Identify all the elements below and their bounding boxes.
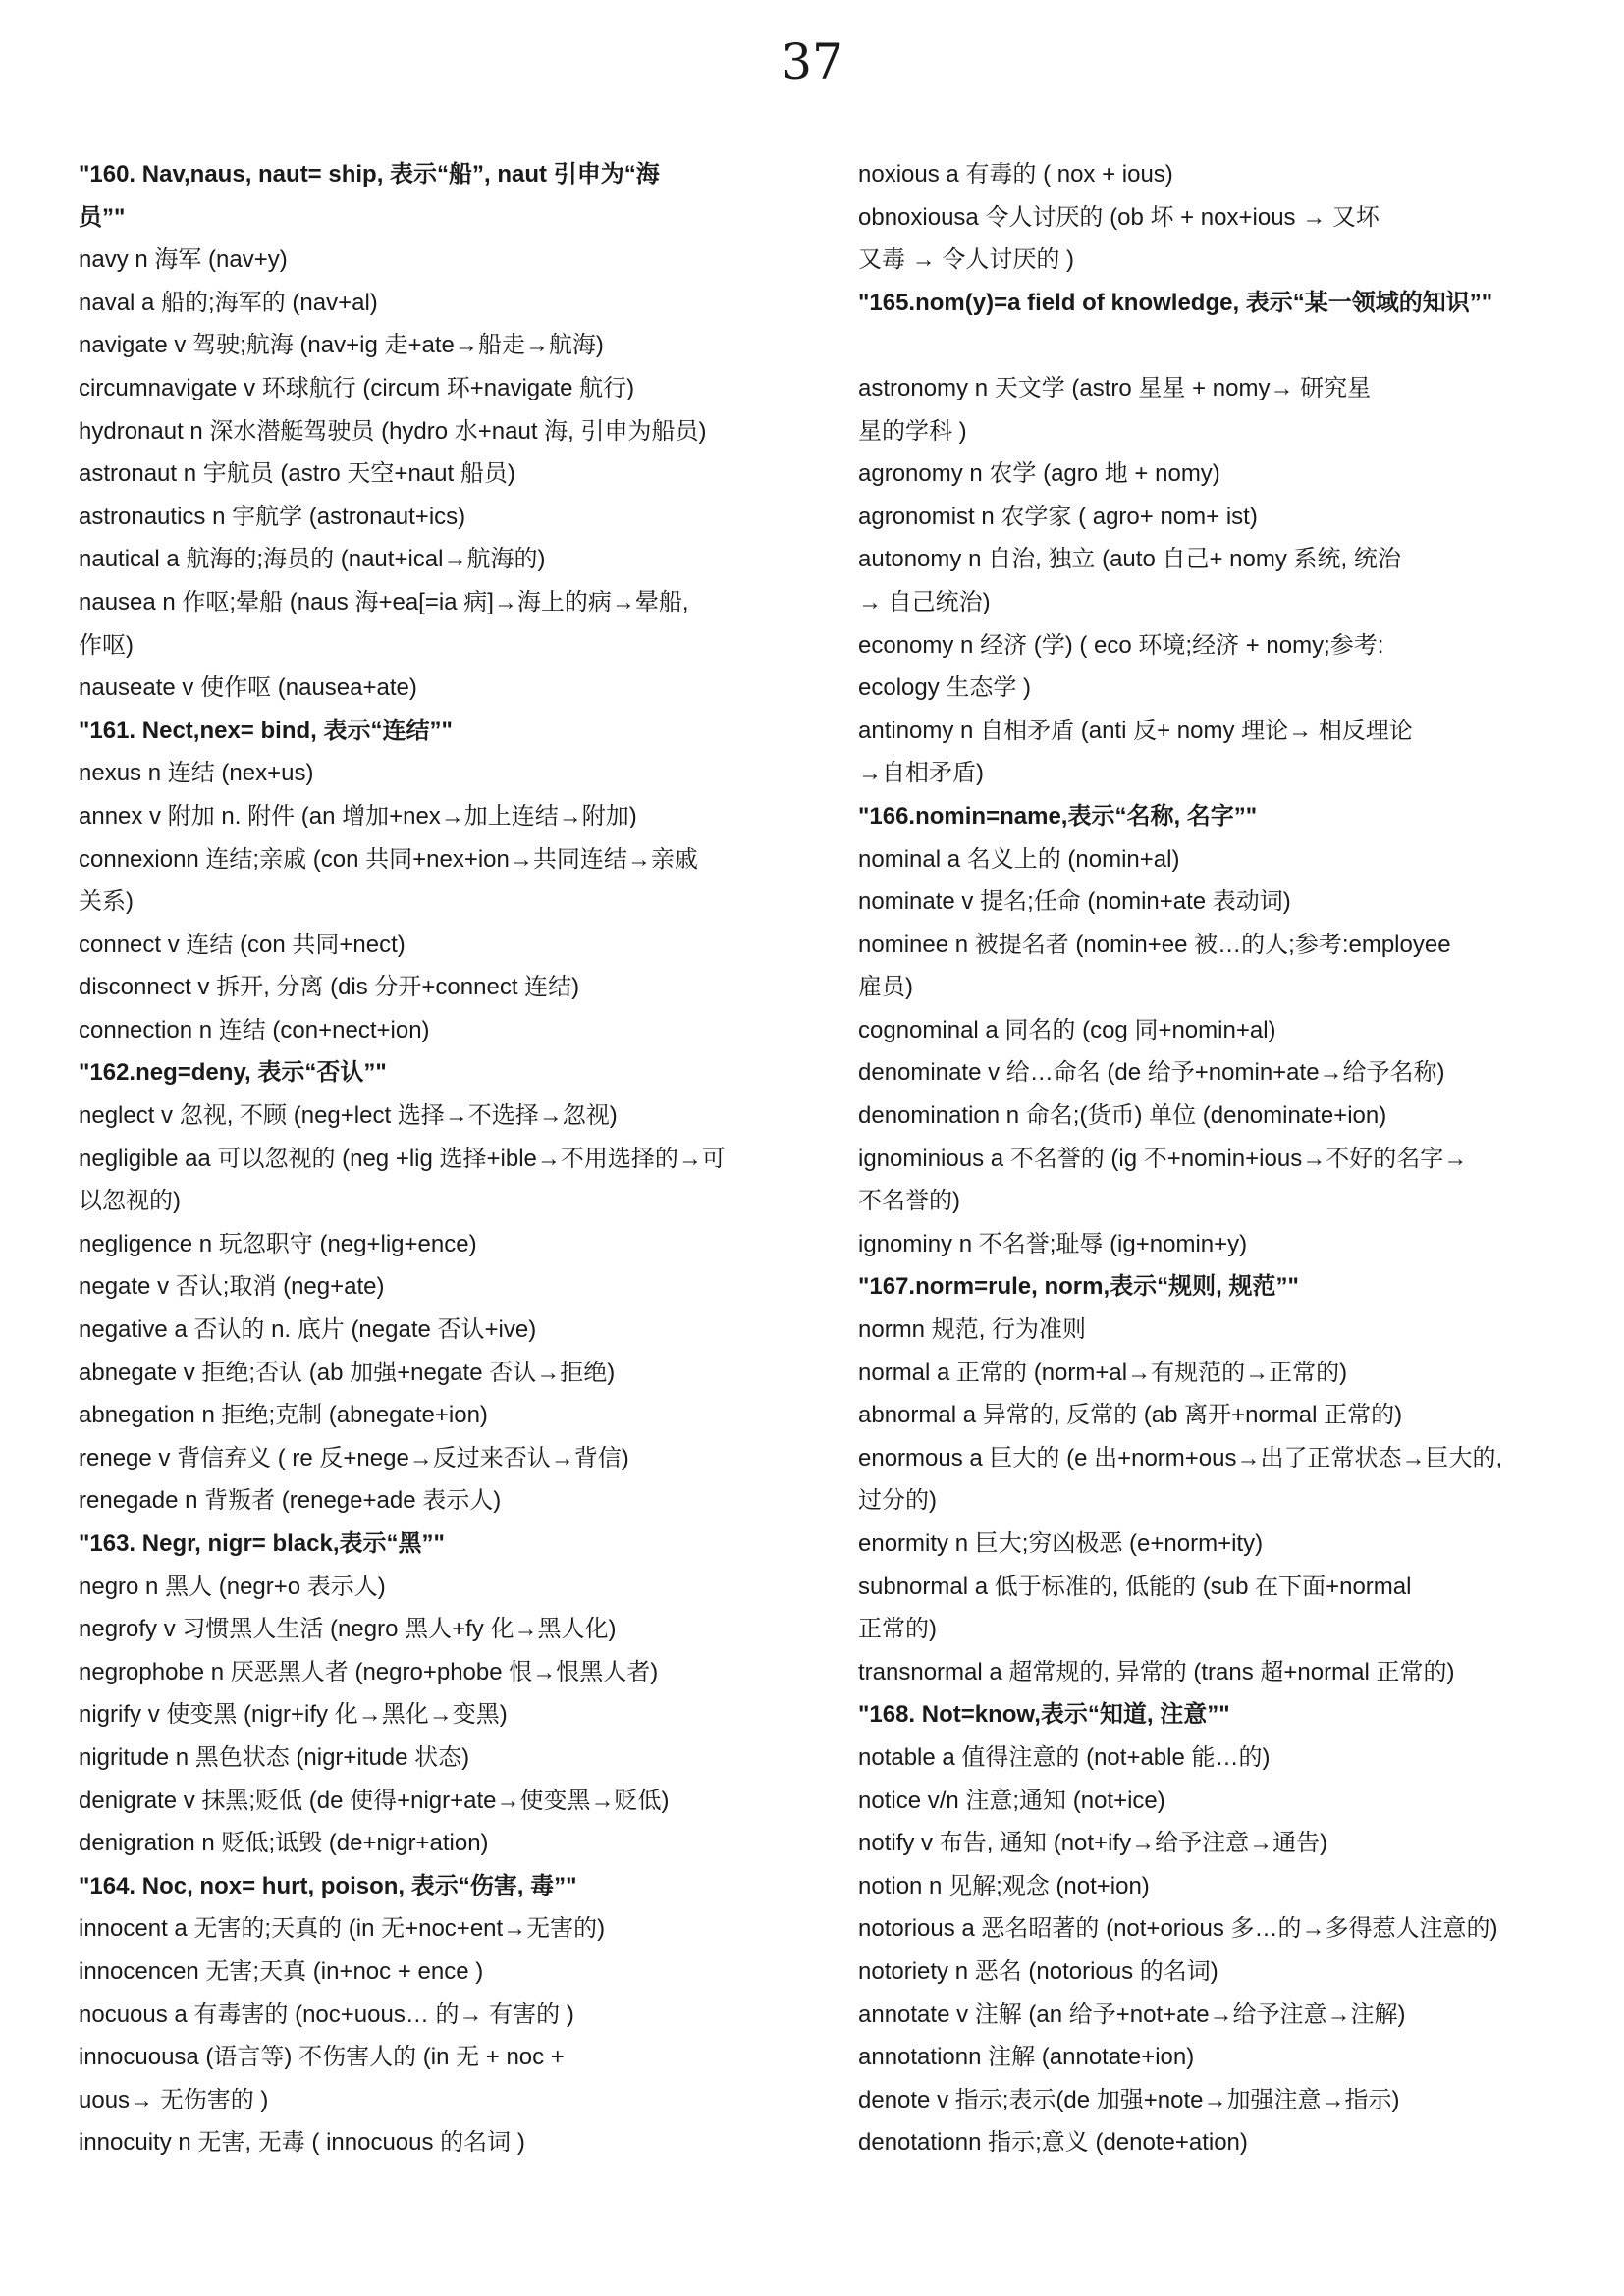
vocab-line: enormity n 巨大;穷凶极恶 (e+norm+ity) — [858, 1530, 1264, 1557]
section-heading: "165.nom(y)=a field of knowledge, 表示“某一领域的知识”" — [858, 289, 1493, 316]
vocab-line: notable a 值得注意的 (not+able 能…的) — [858, 1743, 1271, 1771]
vocab-line: negro n 黑人 (negr+o 表示人) — [79, 1573, 386, 1600]
vocab-line: astronomy n 天文学 (astro 星星 + nomy→ 研究星 — [858, 374, 1372, 401]
vocab-line: negrophobe n 厌恶黑人者 (negro+phobe 恨→恨黑人者) — [79, 1658, 659, 1685]
vocab-line: autonomy n 自治, 独立 (auto 自己+ nomy 系统, 统治 — [858, 546, 1401, 573]
vocab-line: negative a 否认的 n. 底片 (negate 否认+ive) — [79, 1316, 537, 1344]
vocab-line: nigritude n 黑色状态 (nigr+itude 状态) — [79, 1743, 470, 1771]
vocab-line: annotate v 注解 (an 给予+not+ate→给予注意→注解) — [858, 2001, 1406, 2028]
vocab-line: denominate v 给…命名 (de 给予+nomin+ate→给予名称) — [858, 1059, 1445, 1087]
vocab-line: connexionn 连结;亲戚 (con 共同+nex+ion→共同连结→亲戚 — [79, 845, 698, 873]
section-heading: "161. Nect,nex= bind, 表示“连结”" — [79, 717, 453, 744]
vocab-line: negligible aa 可以忽视的 (neg +lig 选择+ible→不用选择的→可 — [79, 1145, 726, 1172]
vocab-line: 以忽视的) — [79, 1188, 181, 1215]
section-heading: "160. Nav,naus, naut= ship, 表示“船”, naut 引申为“海 — [79, 161, 660, 187]
vocab-line: 过分的) — [858, 1487, 937, 1515]
vocab-line: notice v/n 注意;通知 (not+ice) — [858, 1787, 1165, 1814]
vocab-line: obnoxiousa 令人讨厌的 (ob 坏 + nox+ious → 又坏 — [858, 203, 1380, 231]
vocab-line: ignominious a 不名誉的 (ig 不+nomin+ious→不好的名字→ — [858, 1145, 1468, 1172]
vocab-line: annex v 附加 n. 附件 (an 增加+nex→加上连结→附加) — [79, 802, 637, 829]
section-heading: "168. Not=know,表示“知道, 注意”" — [858, 1701, 1230, 1729]
vocab-line: disconnect v 拆开, 分离 (dis 分开+connect 连结) — [79, 974, 580, 1001]
vocab-line: notify v 布告, 通知 (not+ify→给予注意→通告) — [858, 1830, 1328, 1857]
right-column — [858, 153, 1577, 2164]
vocab-line: navy n 海军 (nav+y) — [79, 246, 288, 274]
vocab-line: 雇员) — [858, 974, 913, 1001]
vocab-line: →自相矛盾) — [858, 760, 984, 787]
section-heading: "164. Noc, nox= hurt, poison, 表示“伤害, 毒”" — [79, 1872, 577, 1899]
vocab-line: nigrify v 使变黑 (nigr+ify 化→黑化→变黑) — [79, 1701, 508, 1729]
vocab-line: economy n 经济 (学) ( eco 环境;经济 + nomy;参考: — [858, 631, 1384, 659]
vocab-line: 正常的) — [858, 1616, 937, 1643]
vocab-line: cognominal a 同名的 (cog 同+nomin+al) — [858, 1016, 1276, 1043]
vocab-line: 星的学科 ) — [858, 417, 967, 445]
vocab-line — [858, 324, 1577, 367]
vocab-line: ignominy n 不名誉;耻辱 (ig+nomin+y) — [858, 1230, 1248, 1257]
vocab-line: negate v 否认;取消 (neg+ate) — [79, 1273, 385, 1301]
section-heading: "162.neg=deny, 表示“否认”" — [79, 1059, 387, 1087]
vocab-line: normn 规范, 行为准则 — [858, 1316, 1087, 1344]
section-heading: "167.norm=rule, norm,表示“规则, 规范”" — [858, 1273, 1299, 1301]
vocab-line: 不名誉的) — [858, 1188, 960, 1215]
vocab-line: denotationn 指示;意义 (denote+ation) — [858, 2129, 1248, 2157]
vocab-line: denote v 指示;表示(de 加强+note→加强注意→指示) — [858, 2086, 1400, 2113]
vocab-line: navigate v 驾驶;航海 (nav+ig 走+ate→船走→航海) — [79, 332, 604, 359]
vocab-line: notion n 见解;观念 (not+ion) — [858, 1872, 1150, 1899]
vocab-line: agronomy n 农学 (agro 地 + nomy) — [858, 460, 1220, 488]
vocab-line: notoriety n 恶名 (notorious 的名词) — [858, 1957, 1218, 1985]
vocab-line: nausea n 作呕;晕船 (naus 海+ea[=ia 病]→海上的病→晕船, — [79, 588, 689, 615]
vocab-line: naval a 船的;海军的 (nav+al) — [79, 289, 378, 316]
vocab-line: uous→ 无伤害的 ) — [79, 2086, 269, 2113]
vocab-line: nauseate v 使作呕 (nausea+ate) — [79, 674, 417, 702]
vocab-line: → 自己统治) — [858, 588, 991, 615]
vocab-line: transnormal a 超常规的, 异常的 (trans 超+normal 正常的) — [858, 1658, 1455, 1685]
vocab-line: notorious a 恶名昭著的 (not+orious 多…的→多得惹人注意的) — [858, 1915, 1498, 1943]
vocab-line: subnormal a 低于标准的, 低能的 (sub 在下面+normal — [858, 1573, 1412, 1600]
vocab-line: agronomist n 农学家 ( agro+ nom+ ist) — [858, 503, 1258, 530]
vocab-line: ecology 生态学 ) — [858, 674, 1032, 702]
vocab-line: nexus n 连结 (nex+us) — [79, 760, 314, 787]
section-heading: 员”" — [79, 203, 126, 231]
vocab-line: nocuous a 有毒害的 (noc+uous… 的→ 有害的 ) — [79, 2001, 574, 2028]
vocab-line: renegade n 背叛者 (renege+ade 表示人) — [79, 1487, 502, 1515]
vocab-line: nautical a 航海的;海员的 (naut+ical→航海的) — [79, 546, 546, 573]
vocab-line: nominee n 被提名者 (nomin+ee 被…的人;参考:employee — [858, 931, 1451, 958]
vocab-line: neglect v 忽视, 不顾 (neg+lect 选择→不选择→忽视) — [79, 1102, 618, 1130]
vocab-line: nominal a 名义上的 (nomin+al) — [858, 845, 1180, 873]
vocab-line: 作呕) — [79, 631, 134, 659]
vocab-line: denigration n 贬低;诋毁 (de+nigr+ation) — [79, 1830, 489, 1857]
vocab-line: 又毒 → 令人讨厌的 ) — [858, 246, 1074, 274]
page-number: 37 — [781, 33, 843, 90]
vocab-line: astronautics n 宇航学 (astronaut+ics) — [79, 503, 466, 530]
vocab-line: abnormal a 异常的, 反常的 (ab 离开+normal 正常的) — [858, 1402, 1403, 1429]
vocab-line: renege v 背信弃义 ( re 反+nege→反过来否认→背信) — [79, 1444, 629, 1471]
vocab-line: circumnavigate v 环球航行 (circum 环+navigate 航行) — [79, 374, 635, 401]
left-column — [79, 153, 799, 2164]
vocab-line: negligence n 玩忽职守 (neg+lig+ence) — [79, 1230, 477, 1257]
vocab-line: innocent a 无害的;天真的 (in 无+noc+ent→无害的) — [79, 1915, 606, 1943]
vocab-line: noxious a 有毒的 ( nox + ious) — [858, 161, 1173, 187]
vocab-line: annotationn 注解 (annotate+ion) — [858, 2044, 1195, 2071]
section-heading: "166.nomin=name,表示“名称, 名字”" — [858, 802, 1258, 829]
vocab-line: innocuousa (语言等) 不伤害人的 (in 无 + noc + — [79, 2044, 565, 2071]
vocab-line: astronaut n 宇航员 (astro 天空+naut 船员) — [79, 460, 515, 488]
vocab-line: negrofy v 习惯黑人生活 (negro 黑人+fy 化→黑人化) — [79, 1616, 617, 1643]
vocab-line: connection n 连结 (con+nect+ion) — [79, 1016, 430, 1043]
vocab-line: enormous a 巨大的 (e 出+norm+ous→出了正常状态→巨大的, — [858, 1444, 1503, 1471]
vocab-line: abnegation n 拒绝;克制 (abnegate+ion) — [79, 1402, 488, 1429]
vocab-line: 关系) — [79, 888, 134, 916]
vocab-line: nominate v 提名;任命 (nomin+ate 表动词) — [858, 888, 1291, 916]
vocab-line: antinomy n 自相矛盾 (anti 反+ nomy 理论→ 相反理论 — [858, 717, 1413, 744]
section-heading: "163. Negr, nigr= black,表示“黑”" — [79, 1530, 445, 1557]
vocab-line: abnegate v 拒绝;否认 (ab 加强+negate 否认→拒绝) — [79, 1359, 616, 1386]
vocab-line: denigrate v 抹黑;贬低 (de 使得+nigr+ate→使变黑→贬低) — [79, 1787, 670, 1814]
vocab-line: denomination n 命名;(货币) 单位 (denominate+ion) — [858, 1102, 1387, 1130]
vocab-line: hydronaut n 深水潜艇驾驶员 (hydro 水+naut 海, 引申为船员) — [79, 417, 707, 445]
vocab-line: normal a 正常的 (norm+al→有规范的→正常的) — [858, 1359, 1348, 1386]
vocab-line: connect v 连结 (con 共同+nect) — [79, 931, 406, 958]
vocab-line: innocencen 无害;天真 (in+noc + ence ) — [79, 1957, 484, 1985]
vocab-line: innocuity n 无害, 无毒 ( innocuous 的名词 ) — [79, 2129, 525, 2157]
